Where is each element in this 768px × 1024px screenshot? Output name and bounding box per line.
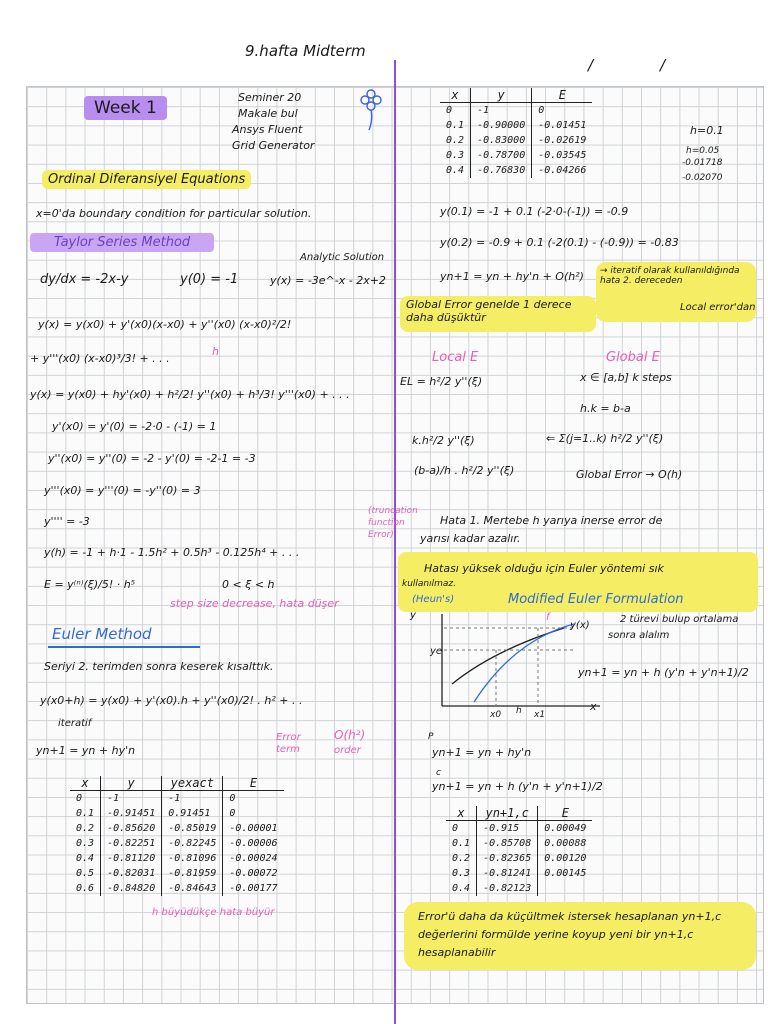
- table-cell: -0.81120: [101, 851, 162, 866]
- table-cell: 0: [223, 806, 284, 821]
- table-header: y: [471, 88, 532, 103]
- table-header: x: [446, 806, 477, 821]
- average-note: 2 türevi bulup ortalama: [620, 614, 739, 625]
- step-calculation: y(0.2) = -0.9 + 0.1 (-2(0.1) - (-0.9)) = -0.83: [440, 236, 679, 249]
- table-cell: -0.04266: [532, 163, 593, 178]
- graph-label: y: [410, 610, 416, 621]
- table-cell: -0.83000: [471, 133, 532, 148]
- table-row: [70, 806, 284, 821]
- table-cell: -0.00006: [223, 836, 284, 851]
- table-cell: -0.02619: [532, 133, 593, 148]
- graph-label: x1: [534, 710, 546, 720]
- error-value: -0.02070: [682, 173, 723, 183]
- boundary-note: x=0'da boundary condition for particular solution.: [36, 207, 312, 220]
- note-line: Makale bul: [238, 107, 298, 120]
- table-cell: 0: [446, 105, 453, 116]
- table-cell: -0.01451: [532, 118, 593, 133]
- table-header: yexact: [162, 776, 223, 791]
- header-tick: /: [588, 56, 594, 74]
- table-cell: -1: [162, 791, 223, 807]
- table-row: [440, 148, 592, 163]
- order-note: Hata 1. Mertebe h yarıya inerse error de: [440, 514, 663, 527]
- table-cell: 0.1: [446, 120, 465, 131]
- table-header: E: [223, 776, 284, 791]
- table-cell: -0.84820: [101, 881, 162, 896]
- table-row: [440, 133, 592, 148]
- corrector-mark: c: [436, 768, 441, 778]
- table-cell: -0.915: [477, 821, 538, 837]
- table-cell: -0.82031: [101, 866, 162, 881]
- graph-label: ye: [430, 646, 443, 657]
- table-cell: 0.00049: [538, 821, 593, 837]
- table-cell: -0.84643: [162, 881, 223, 896]
- error-condition: 0 < ξ < h: [222, 578, 275, 591]
- table-cell: -0.82251: [101, 836, 162, 851]
- table-row: [446, 821, 592, 837]
- table-cell: 0.3: [76, 838, 95, 849]
- table-cell: 0.1: [76, 808, 95, 819]
- table-row: [440, 103, 592, 119]
- order-note: yarısı kadar azalır.: [420, 532, 521, 545]
- analytic-equation: y(x) = -3e^-x - 2x+2: [270, 274, 386, 287]
- euler-usage-note: kullanılmaz.: [402, 579, 457, 589]
- table-cell: -0.76830: [471, 163, 532, 178]
- table-cell: 0.6: [76, 883, 95, 894]
- table-cell: -0.85620: [101, 821, 162, 836]
- order-label: O(h²): [334, 728, 366, 742]
- table-row: [70, 866, 284, 881]
- error-formula: E = y⁽ⁿ⁾(ξ)/5! · h⁵: [44, 578, 136, 591]
- predictor-formula: yn+1 = yn + hy'n: [432, 746, 532, 759]
- table-cell: -0.03545: [532, 148, 593, 163]
- table-header: x: [70, 776, 101, 791]
- h-annotation: h: [212, 345, 219, 358]
- graph-label: h: [516, 706, 522, 716]
- table-row: [70, 791, 284, 807]
- graph-label: x0: [490, 710, 502, 720]
- note-line: Seminer 20: [238, 91, 302, 104]
- page-title: 9.hafta Midterm: [245, 42, 366, 60]
- predictor-mark: P: [428, 732, 434, 742]
- interval-range: x ∈ [a,b] k steps: [580, 371, 672, 384]
- table-header: E: [532, 88, 593, 103]
- step-size-label: h=0.05: [686, 146, 720, 156]
- table-row: [446, 866, 592, 881]
- euler-step-table: [440, 88, 592, 178]
- table-cell: 0.2: [76, 823, 95, 834]
- initial-condition: y(0) = -1: [180, 272, 239, 287]
- table-cell: 0.4: [76, 853, 95, 864]
- taylor-expansion: y(x) = y(x0) + hy'(x0) + h²/2! y''(x0) + h³/3! y'''(x0) + . . .: [30, 388, 350, 401]
- table-cell: -0.00024: [223, 851, 284, 866]
- page-divider: [394, 60, 396, 1024]
- global-error-title: Global E: [606, 350, 660, 365]
- local-error-note: Local error'dan: [680, 302, 756, 313]
- table-cell: 0.00120: [538, 851, 593, 866]
- table-cell: 0.91451: [162, 806, 223, 821]
- table-cell: -0.82365: [477, 851, 538, 866]
- analytic-label: Analytic Solution: [300, 252, 385, 263]
- table-cell: -0.91451: [101, 806, 162, 821]
- euler-iteration: yn+1 = yn + hy'n: [36, 744, 136, 757]
- table-cell: -0.00001: [223, 821, 284, 836]
- table-cell: -0.81241: [477, 866, 538, 881]
- modified-euler-title: Modified Euler Formulation: [508, 592, 684, 607]
- table-cell: -1: [471, 103, 532, 119]
- step-size-label: h=0.1: [690, 124, 724, 137]
- graph-label: f: [546, 612, 550, 623]
- table-cell: -0.85708: [477, 836, 538, 851]
- derivative-line: y'''' = -3: [44, 515, 90, 528]
- table-cell: 0: [532, 103, 593, 119]
- y-of-h: y(h) = -1 + h·1 - 1.5h² + 0.5h³ - 0.125h⁴ + . . .: [44, 546, 300, 559]
- growth-note: h büyüdükçe hata büyür: [152, 907, 275, 918]
- truncation-note: Error): [368, 530, 394, 540]
- table-cell: -0.85019: [162, 821, 223, 836]
- table-cell: 0: [452, 823, 459, 834]
- table-row: [70, 836, 284, 851]
- table-row: [70, 851, 284, 866]
- iteratif-label: iteratif: [58, 718, 92, 729]
- table-row: [446, 851, 592, 866]
- table-header: y: [101, 776, 162, 791]
- table-cell: -0.82245: [162, 836, 223, 851]
- table-cell: -0.78700: [471, 148, 532, 163]
- global-rate: Global Error → O(h): [576, 468, 683, 481]
- taylor-expansion: y(x) = y(x0) + y'(x0)(x-x0) + y''(x0) (x-x0)²/2!: [38, 318, 292, 331]
- heun-label: (Heun's): [412, 594, 455, 605]
- note-line: Ansys Fluent: [232, 123, 303, 136]
- euler-title: Euler Method: [52, 625, 152, 643]
- table-cell: 0.3: [452, 868, 471, 879]
- step-calculation: y(0.1) = -1 + 0.1 (-2·0-(-1)) = -0.9: [440, 205, 629, 218]
- sum-formula: ⇐ Σ(j=1..k) h²/2 y''(ξ): [546, 432, 664, 445]
- table-cell: -0.90000: [471, 118, 532, 133]
- graph-label: y(x): [570, 620, 590, 631]
- table-cell: -0.00072: [223, 866, 284, 881]
- final-note: Error'ü daha da küçültmek istersek hesaplanan yn+1,c değerlerini formülde yerine koyup yeni bir yn+1,c hesaplanabilir: [404, 902, 756, 970]
- euler-underline: [48, 646, 200, 648]
- euler-expansion: y(x0+h) = y(x0) + y'(x0).h + y''(x0)/2! . h² + . .: [40, 694, 303, 707]
- table-header: x: [440, 88, 471, 103]
- modified-formula: yn+1 = yn + h (y'n + y'n+1)/2: [578, 666, 749, 679]
- table-cell: -0.81959: [162, 866, 223, 881]
- ode-title: Ordinal Diferansiyel Equations: [42, 170, 251, 189]
- derivative-line: y''(x0) = y''(0) = -2 - y'(0) = -2-1 = -3: [48, 452, 256, 465]
- table-cell: 0.5: [76, 868, 95, 879]
- truncation-note: (truncation: [368, 506, 418, 516]
- taylor-title: Taylor Series Method: [30, 233, 214, 252]
- flower-doodle-icon: [356, 86, 386, 132]
- derivative-line: y'''(x0) = y'''(0) = -y''(0) = 3: [44, 484, 201, 497]
- table-row: [70, 881, 284, 896]
- average-note: sonra alalım: [608, 630, 670, 641]
- error-value: -0.01718: [682, 158, 723, 168]
- table-row: [446, 881, 592, 896]
- error-term-label: term: [276, 744, 300, 755]
- table-header: E: [538, 806, 593, 821]
- table-cell: 0.4: [446, 165, 465, 176]
- table-cell: 0: [223, 791, 284, 807]
- sum-term: k.h²/2 y''(ξ): [412, 434, 475, 447]
- table-row: [446, 836, 592, 851]
- euler-note: Seriyi 2. terimden sonra keserek kısalttık.: [44, 660, 274, 673]
- note-line: Grid Generator: [232, 139, 315, 152]
- table-cell: 0.2: [452, 853, 471, 864]
- corrector-formula: yn+1 = yn + h (y'n + y'n+1)/2: [432, 780, 603, 793]
- taylor-expansion: + y'''(x0) (x-x0)³/3! + . . .: [30, 352, 170, 365]
- error-term-label: Error: [276, 732, 301, 743]
- table-cell: -0.81096: [162, 851, 223, 866]
- table-cell: 0.00088: [538, 836, 593, 851]
- table-cell: 0.1: [452, 838, 471, 849]
- table-cell: -0.82123: [477, 881, 538, 896]
- table-cell: -1: [101, 791, 162, 807]
- ode-equation: dy/dx = -2x-y: [40, 272, 129, 287]
- derivative-line: y'(x0) = y'(0) = -2·0 - (-1) = 1: [52, 420, 217, 433]
- global-derivation: (b-a)/h . h²/2 y''(ξ): [414, 464, 515, 477]
- table-cell: 0.2: [446, 135, 465, 146]
- euler-table: [70, 776, 284, 896]
- table-header: yn+1,c: [477, 806, 538, 821]
- global-error-note: Global Error genelde 1 derece daha düşüktür: [400, 296, 596, 332]
- iteration-formula: yn+1 = yn + hy'n + O(h²): [440, 270, 584, 283]
- table-cell: 0.00145: [538, 866, 593, 881]
- truncation-note: function: [368, 518, 405, 528]
- table-row: [440, 118, 592, 133]
- order-label: order: [334, 745, 361, 756]
- local-error-title: Local E: [432, 350, 479, 365]
- table-row: [70, 821, 284, 836]
- header-tick: /: [660, 56, 666, 74]
- table-cell: [538, 881, 593, 896]
- table-cell: -0.00177: [223, 881, 284, 896]
- week-label: Week 1: [84, 96, 167, 120]
- graph-label: x: [590, 700, 597, 713]
- step-relation: h.k = b-a: [580, 402, 631, 415]
- table-cell: 0.4: [452, 883, 471, 894]
- table-cell: 0: [76, 793, 83, 804]
- local-error-formula: EL = h²/2 y''(ξ): [400, 375, 483, 388]
- table-cell: 0.3: [446, 150, 465, 161]
- table-row: [440, 163, 592, 178]
- iteration-note: → iteratif olarak kullanıldığında hata 2. dereceden: [600, 266, 740, 286]
- heun-table: [446, 806, 592, 896]
- euler-usage-note: Hatası yüksek olduğu için Euler yöntemi sık: [424, 562, 664, 575]
- step-note: step size decrease, hata düşer: [170, 597, 339, 610]
